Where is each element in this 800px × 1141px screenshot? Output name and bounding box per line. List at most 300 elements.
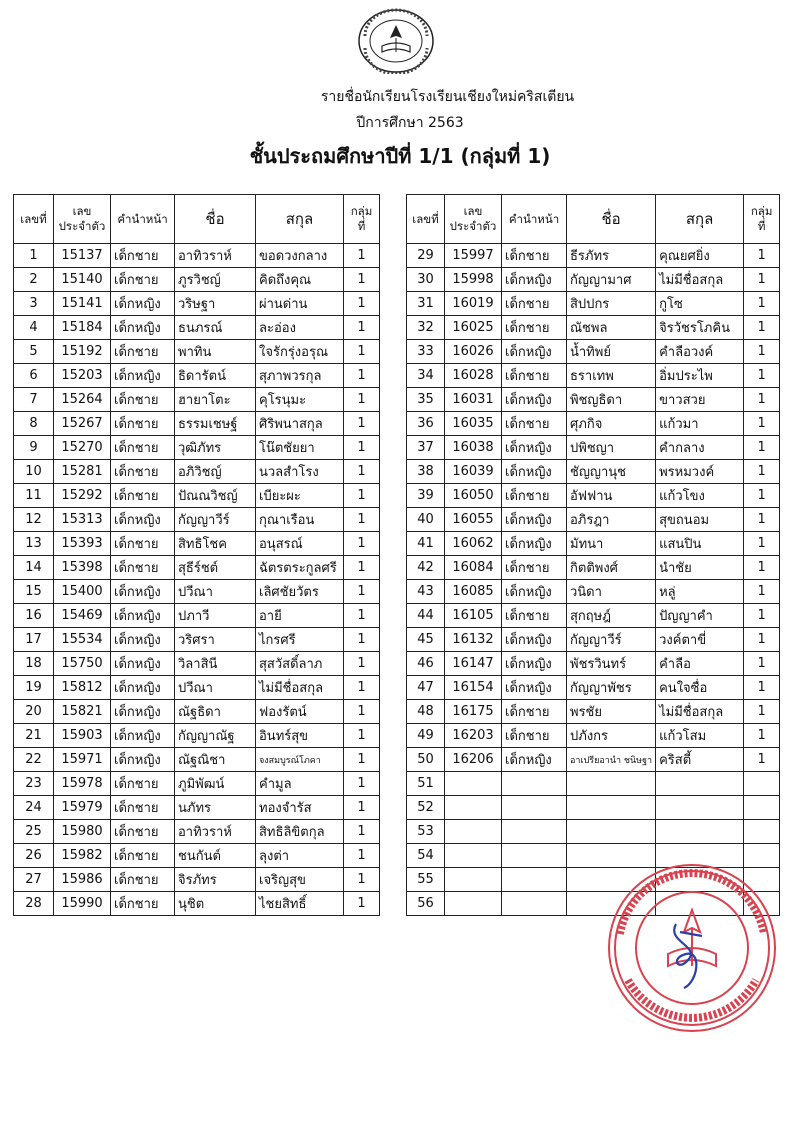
cell-prefix [502,796,567,820]
cell-name: ปัณณวิชญ์ [175,484,256,508]
cell-group: 1 [744,460,780,484]
col-header-surname: สกุล [656,195,744,244]
cell-student-id: 16028 [445,364,502,388]
cell-prefix: เด็กหญิง [111,580,175,604]
cell-surname: ขาวสวย [656,388,744,412]
cell-name: ภูมิพัฒน์ [175,772,256,796]
cell-name [567,820,656,844]
cell-name: กิตติพงศ์ [567,556,656,580]
cell-group: 1 [744,748,780,772]
cell-group: 1 [344,868,380,892]
cell-no: 55 [407,868,445,892]
cell-prefix [502,892,567,916]
cell-no: 44 [407,604,445,628]
cell-student-id: 15400 [54,580,111,604]
cell-prefix: เด็กหญิง [502,652,567,676]
cell-group: 1 [744,436,780,460]
cell-surname: ไกรศรี [256,628,344,652]
table-row [14,316,380,340]
cell-prefix: เด็กชาย [502,700,567,724]
cell-group: 1 [744,340,780,364]
cell-student-id: 15980 [54,820,111,844]
cell-group [744,796,780,820]
cell-no: 52 [407,796,445,820]
cell-surname: ไม่มีชื่อสกุล [656,268,744,292]
col-header-name: ชื่อ [175,195,256,244]
cell-surname: เบียะผะ [256,484,344,508]
cell-prefix: เด็กชาย [502,244,567,268]
cell-student-id: 15821 [54,700,111,724]
table-row [407,772,780,796]
cell-no: 3 [14,292,54,316]
cell-group: 1 [744,388,780,412]
cell-surname: นวลสำโรง [256,460,344,484]
table-row [14,364,380,388]
cell-name: วิลาสินี [175,652,256,676]
cell-group: 1 [344,724,380,748]
cell-prefix: เด็กชาย [111,844,175,868]
cell-group: 1 [344,460,380,484]
cell-group: 1 [344,436,380,460]
cell-no: 30 [407,268,445,292]
table-row [407,628,780,652]
cell-student-id: 15292 [54,484,111,508]
table-row [14,700,380,724]
cell-group: 1 [344,892,380,916]
cell-prefix [502,844,567,868]
cell-name: ธราเทพ [567,364,656,388]
table-row [14,436,380,460]
cell-student-id: 16031 [445,388,502,412]
cell-prefix: เด็กหญิง [111,748,175,772]
cell-prefix: เด็กชาย [111,532,175,556]
cell-no: 51 [407,772,445,796]
cell-group: 1 [744,652,780,676]
cell-surname: สุสวัสดิ์ลาภ [256,652,344,676]
table-row [407,412,780,436]
cell-no: 50 [407,748,445,772]
table-row [407,292,780,316]
cell-prefix: เด็กชาย [111,412,175,436]
cell-prefix: เด็กหญิง [502,340,567,364]
cell-surname: สิทธิลิขิตกุล [256,820,344,844]
cell-prefix: เด็กชาย [502,412,567,436]
cell-prefix: เด็กหญิง [111,508,175,532]
table-row [14,676,380,700]
cell-prefix: เด็กชาย [502,484,567,508]
cell-group: 1 [344,244,380,268]
table-row [14,556,380,580]
cell-name: นภัทร [175,796,256,820]
cell-name: อภิรฎา [567,508,656,532]
cell-student-id: 16038 [445,436,502,460]
cell-student-id: 15982 [54,844,111,868]
table-row [14,460,380,484]
cell-student-id: 15986 [54,868,111,892]
table-row [407,508,780,532]
cell-student-id: 15270 [54,436,111,460]
cell-no: 31 [407,292,445,316]
cell-prefix: เด็กหญิง [111,316,175,340]
school-seal-stamp [606,862,778,1034]
table-row [407,364,780,388]
cell-student-id: 15137 [54,244,111,268]
table-row [14,532,380,556]
cell-group: 1 [744,580,780,604]
cell-student-id: 15313 [54,508,111,532]
cell-no: 29 [407,244,445,268]
table-row [14,892,380,916]
cell-prefix: เด็กหญิง [111,292,175,316]
cell-surname: ฟองรัตน์ [256,700,344,724]
cell-student-id: 16206 [445,748,502,772]
cell-no: 7 [14,388,54,412]
cell-group: 1 [344,676,380,700]
table-row [14,652,380,676]
table-row [14,412,380,436]
cell-name: สุธีร์ชต์ [175,556,256,580]
cell-surname: กุณาเรือน [256,508,344,532]
cell-no: 27 [14,868,54,892]
col-header-group: กลุ่ม ที่ [344,195,380,244]
cell-no: 21 [14,724,54,748]
cell-no: 18 [14,652,54,676]
col-header-id: เลข ประจำตัว [445,195,502,244]
cell-student-id: 15978 [54,772,111,796]
cell-name: วริศรา [175,628,256,652]
cell-student-id: 15903 [54,724,111,748]
cell-prefix: เด็กหญิง [502,532,567,556]
col-header-prefix: คำนำหน้า [111,195,175,244]
cell-no: 2 [14,268,54,292]
cell-no: 10 [14,460,54,484]
cell-name: วุฒิภัทร [175,436,256,460]
cell-name: สิทธิโชค [175,532,256,556]
cell-no: 56 [407,892,445,916]
school-logo [357,8,435,74]
cell-group: 1 [344,364,380,388]
cell-surname: คำลือ [656,652,744,676]
cell-no: 25 [14,820,54,844]
cell-surname [656,820,744,844]
cell-name: ธรรมเชษฐ์ [175,412,256,436]
cell-no: 39 [407,484,445,508]
cell-group: 1 [744,508,780,532]
cell-prefix [502,772,567,796]
cell-no: 13 [14,532,54,556]
cell-no: 19 [14,676,54,700]
cell-name: กัญญาณัฐ [175,724,256,748]
cell-surname: จิรวัชรโภคิน [656,316,744,340]
cell-surname: แก้วมา [656,412,744,436]
table-row [407,460,780,484]
cell-surname: แก้วโสม [656,724,744,748]
cell-group: 1 [744,532,780,556]
cell-surname: อนุสรณ์ [256,532,344,556]
table-row [407,556,780,580]
cell-student-id: 15281 [54,460,111,484]
table-row [407,724,780,748]
cell-student-id: 15393 [54,532,111,556]
cell-no: 11 [14,484,54,508]
cell-student-id: 16025 [445,316,502,340]
cell-surname: แก้วโขง [656,484,744,508]
cell-no: 35 [407,388,445,412]
col-header-name: ชื่อ [567,195,656,244]
col-header-surname: สกุล [256,195,344,244]
table-row [14,244,380,268]
cell-student-id: 16035 [445,412,502,436]
cell-surname: วงค์ตาขี่ [656,628,744,652]
cell-student-id: 15750 [54,652,111,676]
cell-student-id: 16084 [445,556,502,580]
table-row [14,604,380,628]
cell-group: 1 [344,484,380,508]
cell-no: 16 [14,604,54,628]
document-title: รายชื่อนักเรียนโรงเรียนเชียงใหม่คริสเตียน [320,89,575,105]
cell-prefix: เด็กหญิง [111,676,175,700]
table-row [14,868,380,892]
cell-surname: พรหมวงค์ [656,460,744,484]
cell-student-id: 15192 [54,340,111,364]
table-row [14,580,380,604]
col-header-id: เลข ประจำตัว [54,195,111,244]
cell-prefix: เด็กหญิง [502,580,567,604]
cell-name: ปภาวี [175,604,256,628]
cell-group: 1 [344,652,380,676]
cell-group: 1 [744,292,780,316]
table-row [407,532,780,556]
cell-group: 1 [744,700,780,724]
cell-prefix: เด็กชาย [502,556,567,580]
cell-name: ธิดารัตน์ [175,364,256,388]
cell-surname: ไม่มีชื่อสกุล [656,700,744,724]
cell-name: ฮายาโตะ [175,388,256,412]
cell-prefix: เด็กชาย [111,556,175,580]
cell-prefix [502,820,567,844]
cell-prefix: เด็กหญิง [502,268,567,292]
cell-student-id: 16039 [445,460,502,484]
cell-name: วริษฐา [175,292,256,316]
table-row [14,268,380,292]
table-row [407,700,780,724]
cell-group: 1 [344,604,380,628]
cell-surname [656,796,744,820]
cell-name: นุชิต [175,892,256,916]
cell-student-id: 16203 [445,724,502,748]
table-row [14,724,380,748]
cell-group: 1 [744,316,780,340]
cell-group: 1 [344,316,380,340]
cell-no: 53 [407,820,445,844]
cell-no: 8 [14,412,54,436]
cell-prefix: เด็กหญิง [502,676,567,700]
cell-student-id: 16175 [445,700,502,724]
cell-student-id: 15264 [54,388,111,412]
cell-student-id: 16019 [445,292,502,316]
cell-prefix: เด็กชาย [111,892,175,916]
cell-no: 1 [14,244,54,268]
cell-no: 49 [407,724,445,748]
cell-no: 12 [14,508,54,532]
cell-group: 1 [344,628,380,652]
cell-no: 33 [407,340,445,364]
cell-no: 20 [14,700,54,724]
cell-group: 1 [744,484,780,508]
table-row [14,508,380,532]
cell-surname: เจริญสุข [256,868,344,892]
cell-group: 1 [744,556,780,580]
cell-name: ชนกันต์ [175,844,256,868]
cell-student-id: 15979 [54,796,111,820]
cell-group: 1 [744,628,780,652]
cell-group: 1 [344,292,380,316]
cell-surname: อิ่มประไพ [656,364,744,388]
cell-group: 1 [344,748,380,772]
cell-surname: ขอดวงกลาง [256,244,344,268]
cell-student-id [445,772,502,796]
cell-student-id: 15141 [54,292,111,316]
cell-group: 1 [744,244,780,268]
cell-surname: ใจรักรุ่งอรุณ [256,340,344,364]
cell-no: 42 [407,556,445,580]
cell-student-id: 16132 [445,628,502,652]
cell-student-id: 16147 [445,652,502,676]
cell-surname: นำชัย [656,556,744,580]
cell-name: กัญญามาศ [567,268,656,292]
cell-name: พรชัย [567,700,656,724]
cell-surname: กูโซ [656,292,744,316]
cell-no: 34 [407,364,445,388]
cell-student-id: 15203 [54,364,111,388]
cell-group: 1 [344,580,380,604]
cell-no: 38 [407,460,445,484]
cell-surname: คนใจซื่อ [656,676,744,700]
cell-group: 1 [344,532,380,556]
cell-name: พัชรวินทร์ [567,652,656,676]
cell-surname: คุณยศยิ่ง [656,244,744,268]
cell-group: 1 [344,340,380,364]
cell-name: ณัฐธิดา [175,700,256,724]
cell-no: 41 [407,532,445,556]
cell-no: 36 [407,412,445,436]
cell-no: 46 [407,652,445,676]
cell-group: 1 [344,820,380,844]
table-row [407,388,780,412]
cell-name: อาทิวราห์ [175,820,256,844]
table-header-row [14,195,380,244]
cell-no: 43 [407,580,445,604]
table-row [407,604,780,628]
cell-name: ธีรภัทร [567,244,656,268]
cell-prefix: เด็กชาย [111,388,175,412]
roster-table-right [406,194,780,916]
cell-name: ปภังกร [567,724,656,748]
cell-no: 26 [14,844,54,868]
cell-surname: ฉัตรตระกูลศรี [256,556,344,580]
cell-student-id: 16085 [445,580,502,604]
cell-group: 1 [744,676,780,700]
cell-surname: คิดถึงคุณ [256,268,344,292]
cell-surname: คริสตี้ [656,748,744,772]
cell-student-id [445,892,502,916]
cell-name: มัทนา [567,532,656,556]
cell-group: 1 [344,772,380,796]
cell-prefix [502,868,567,892]
col-header-no: เลขที่ [407,195,445,244]
table-row [407,484,780,508]
cell-surname [656,772,744,796]
cell-group [744,772,780,796]
cell-group: 1 [344,388,380,412]
cell-surname: คำลือวงค์ [656,340,744,364]
cell-prefix: เด็กชาย [111,484,175,508]
cell-prefix: เด็กชาย [111,340,175,364]
cell-surname: เลิศชัยวัตร [256,580,344,604]
cell-group: 1 [344,844,380,868]
cell-prefix: เด็กหญิง [111,628,175,652]
cell-surname: ไชยสิทธิ์ [256,892,344,916]
cell-name: กัญญาวีร์ [175,508,256,532]
table-row [14,772,380,796]
cell-prefix: เด็กชาย [502,364,567,388]
cell-surname: ทองจำรัส [256,796,344,820]
cell-prefix: เด็กชาย [111,244,175,268]
cell-student-id [445,796,502,820]
cell-no: 45 [407,628,445,652]
cell-no: 5 [14,340,54,364]
cell-group: 1 [744,724,780,748]
cell-prefix: เด็กหญิง [502,748,567,772]
cell-prefix: เด็กชาย [111,868,175,892]
class-heading: ชั้นประถมศึกษาปีที่ 1/1 (กลุ่มที่ 1) [249,144,551,168]
cell-student-id: 15398 [54,556,111,580]
cell-name: อภิวิชญ์ [175,460,256,484]
cell-no: 23 [14,772,54,796]
table-row [407,580,780,604]
cell-no: 14 [14,556,54,580]
cell-student-id: 16026 [445,340,502,364]
cell-prefix: เด็กชาย [502,724,567,748]
cell-no: 15 [14,580,54,604]
cell-prefix: เด็กหญิง [502,508,567,532]
table-row [14,844,380,868]
table-row [407,676,780,700]
cell-name: ศุภกิจ [567,412,656,436]
cell-no: 48 [407,700,445,724]
col-header-group: กลุ่ม ที่ [744,195,780,244]
cell-prefix: เด็กหญิง [111,700,175,724]
cell-name: น้ำทิพย์ [567,340,656,364]
cell-no: 17 [14,628,54,652]
cell-no: 24 [14,796,54,820]
cell-student-id: 15998 [445,268,502,292]
roster-table-left [13,194,380,916]
cell-no: 40 [407,508,445,532]
cell-student-id: 15184 [54,316,111,340]
cell-prefix: เด็กหญิง [502,436,567,460]
col-header-no: เลขที่ [14,195,54,244]
table-row [14,340,380,364]
table-row [14,628,380,652]
cell-student-id [445,820,502,844]
cell-group: 1 [344,412,380,436]
cell-no: 54 [407,844,445,868]
cell-group: 1 [744,412,780,436]
cell-surname: ไม่มีชื่อสกุล [256,676,344,700]
cell-student-id: 15469 [54,604,111,628]
cell-name: ภูรวิชญ์ [175,268,256,292]
